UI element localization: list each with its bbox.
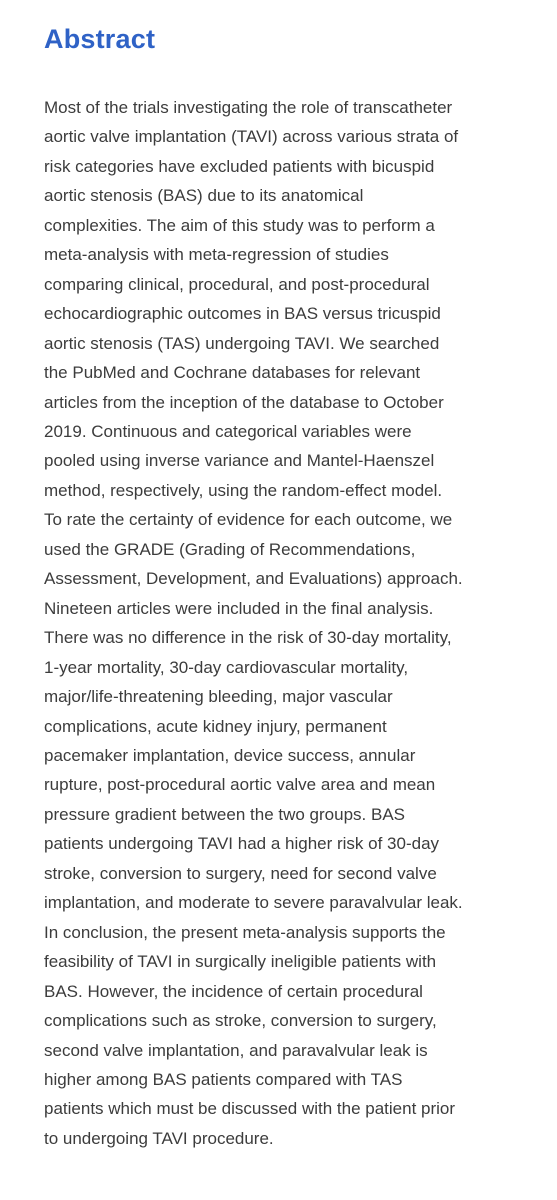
abstract-line: to undergoing TAVI procedure. <box>44 1128 274 1148</box>
abstract-line: In conclusion, the present meta-analysis supports the <box>44 922 446 942</box>
abstract-line: aortic valve implantation (TAVI) across various strata of <box>44 127 459 147</box>
abstract-line: comparing clinical, procedural, and post-procedural <box>44 274 430 294</box>
abstract-line: articles from the inception of the database to October <box>44 392 444 412</box>
abstract-line: patients which must be discussed with the patient prior <box>44 1099 456 1119</box>
abstract-line: risk categories have excluded patients with bicuspid <box>44 156 435 176</box>
abstract-line: patients undergoing TAVI had a higher risk of 30-day <box>44 834 440 854</box>
abstract-heading: Abstract <box>44 24 156 54</box>
abstract-line: pressure gradient between the two groups. BAS <box>44 804 405 824</box>
abstract-line: echocardiographic outcomes in BAS versus tricuspid <box>44 304 441 324</box>
abstract-line: stroke, conversion to surgery, need for second valve <box>44 863 437 883</box>
abstract-line: the PubMed and Cochrane databases for relevant <box>44 363 421 383</box>
abstract-line: BAS. However, the incidence of certain procedural <box>44 981 423 1001</box>
abstract-line: pooled using inverse variance and Mantel-Haenszel <box>44 451 435 471</box>
abstract-line: aortic stenosis (TAS) undergoing TAVI. We searched <box>44 333 440 353</box>
abstract-line: second valve implantation, and paravalvular leak is <box>44 1040 428 1060</box>
abstract-line: aortic stenosis (BAS) due to its anatomical <box>44 186 364 206</box>
abstract-line: pacemaker implantation, device success, annular <box>44 745 416 765</box>
abstract-line: complications, acute kidney injury, permanent <box>44 716 387 736</box>
abstract-line: meta-analysis with meta-regression of studies <box>44 245 389 265</box>
abstract-line: 1-year mortality, 30-day cardiovascular mortality, <box>44 657 409 677</box>
abstract-body <box>44 93 537 1153</box>
abstract-line: Nineteen articles were included in the final analysis. <box>44 598 434 618</box>
abstract-line: complications such as stroke, conversion to surgery, <box>44 1011 437 1031</box>
abstract-line: To rate the certainty of evidence for each outcome, we <box>44 510 453 530</box>
abstract-line: major/life-threatening bleeding, major vascular <box>44 687 393 707</box>
abstract-line: Assessment, Development, and Evaluations) approach. <box>44 569 463 589</box>
abstract-line: Most of the trials investigating the role of transcatheter <box>44 98 453 117</box>
abstract-line: 2019. Continuous and categorical variables were <box>44 421 412 441</box>
abstract-line: complexities. The aim of this study was to perform a <box>44 215 435 235</box>
abstract-line: There was no difference in the risk of 30-day mortality, <box>44 628 452 648</box>
abstract-line: method, respectively, using the random-effect model. <box>44 480 443 500</box>
abstract-line: rupture, post-procedural aortic valve area and mean <box>44 775 436 795</box>
abstract-line: implantation, and moderate to severe paravalvular leak. <box>44 893 463 913</box>
abstract-line: higher among BAS patients compared with TAS <box>44 1069 403 1089</box>
abstract-line: feasibility of TAVI in surgically ineligible patients with <box>44 952 437 972</box>
abstract-line: used the GRADE (Grading of Recommendations, <box>44 539 416 559</box>
